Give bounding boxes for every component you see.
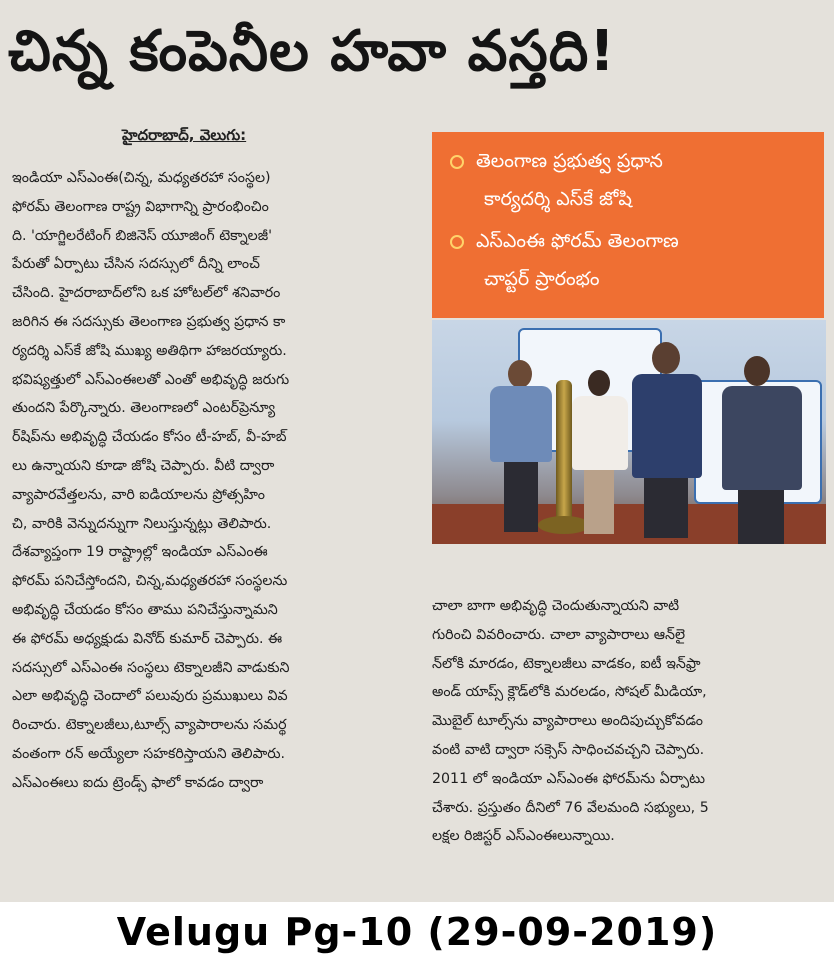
highlight-item-1: [450, 144, 663, 178]
highlight-item-2: [450, 224, 679, 258]
text-line: అండ్ యాప్స్ క్లౌడ్‌లోకి మరలడం, సోషల్ మీడియా,: [432, 684, 707, 701]
bullet-icon: [450, 235, 464, 249]
text-line: వ్యాపారవేత్తలను, వారి ఐడియాలను ప్రోత్సహిం: [12, 486, 265, 503]
event-photo: [432, 320, 826, 544]
text-line: గురించి వివరించారు. చాలా వ్యాపారాలు ఆన్‌లై: [432, 626, 686, 643]
text-line: ఈ ఫోరమ్ అధ్యక్షుడు వినోద్ కుమార్ చెప్పారు. ఈ: [12, 630, 283, 647]
highlight-item-2-line-1: ఎస్ఎంఈ ఫోరమ్ తెలంగాణ: [476, 230, 679, 252]
page-caption: Velugu Pg-10 (29-09-2019): [116, 910, 718, 954]
text-line: లు ఉన్నాయని కూడా జోషి చెప్పారు. వీటి ద్వారా: [12, 457, 275, 474]
text-line: మొబైల్ టూల్స్‌ను వ్యాపారాలు అందిపుచ్చుకోవడం: [432, 713, 703, 730]
highlight-item-2-cont: చాప్టర్ ప్రారంభం: [484, 268, 600, 290]
text-line: ఫోరమ్ తెలంగాణ రాష్ట్ర విభాగాన్ని ప్రారంభించిం: [12, 198, 269, 215]
text-line: రించారు. టెక్నాలజీలు,టూల్స్ వ్యాపారాలను సమర్థ: [12, 717, 287, 734]
text-line: వంటి వాటి ద్వారా సక్సెస్ సాధించవచ్చని చెప్పారు.: [432, 741, 705, 758]
text-line: ర్‌షిప్‌ను అభివృద్ధి చేయడం కోసం టీ-హబ్, వీ-హబ్: [12, 429, 287, 446]
text-line: ర్యదర్శి ఎస్‌కే జోషి ముఖ్య అతిథిగా హాజరయ్యారు.: [12, 342, 287, 359]
text-line: వంతంగా రన్ అయ్యేలా సహకరిస్తాయని తెలిపారు.: [12, 745, 286, 762]
lamp-base: [538, 516, 590, 534]
highlight-item-1-cont: కార్యదర్శి ఎస్‌కే జోషి: [484, 188, 632, 210]
article-column-left: [12, 164, 408, 798]
text-line: చి, వారికి వెన్నుదన్నుగా నిలుస్తున్నట్లు తెలిపారు.: [12, 515, 272, 532]
text-line: లక్షల రిజిస్టర్ ఎస్ఎంఈలున్నాయి.: [432, 828, 615, 845]
dateline: హైదరాబాద్, వెలుగు:: [122, 126, 247, 144]
article-column-right: [432, 592, 828, 851]
text-line: ఎస్ఎంఈలు ఐదు ట్రెండ్స్ ఫాలో కావడం ద్వారా: [12, 774, 264, 791]
text-line: తుందని పేర్కొన్నారు. తెలంగాణలో ఎంటర్‌ప్రెన్యూ: [12, 400, 276, 417]
text-line: దేశవ్యాప్తంగా 19 రాష్ట్రాల్లో ఇండియా ఎస్ఎంఈ: [12, 544, 268, 561]
text-line: అభివృద్ధి చేయడం కోసం తాము పనిచేస్తున్నామని: [12, 601, 278, 618]
headline: చిన్న కంపెనీల హవా వస్తది!: [8, 19, 616, 84]
text-line: ది. 'యాగ్జిలరేటింగ్ బిజినెస్ యూజింగ్ టెక్నాలజీ': [12, 227, 272, 244]
bullet-icon: [450, 155, 464, 169]
text-line: చేసింది. హైదరాబాద్‌లోని ఒక హోటల్‌లో శనివారం: [12, 285, 281, 302]
text-line: జరిగిన ఈ సదస్సుకు తెలంగాణ ప్రభుత్వ ప్రధాన కా: [12, 313, 286, 330]
text-line: సదస్సులో ఎస్ఎంఈ సంస్థలు టెక్నాలజీని వాడుకుని: [12, 659, 290, 676]
text-line: ఎలా అభివృద్ధి చెందాలో పలువురు ప్రముఖులు వివ: [12, 688, 288, 705]
text-line: ఫోరమ్ పనిచేస్తోందని, చిన్న,మధ్యతరహా సంస్థలను: [12, 573, 288, 590]
text-line: చాలా బాగా అభివృద్ధి చెందుతున్నాయని వాటి: [432, 598, 680, 614]
highlight-box: [432, 132, 824, 318]
text-line: భవిష్యత్తులో ఎస్ఎంఈలతో ఎంతో అభివృద్ధి జరుగు: [12, 371, 290, 388]
text-line: న్‌లోకి మారడం, టెక్నాలజీలు వాడకం, ఐటీ ఇన్‌ఫ్రా: [432, 655, 701, 672]
highlight-item-1-line-1: తెలంగాణ ప్రభుత్వ ప్రధాన: [476, 150, 663, 172]
text-line: ఇండియా ఎస్ఎంఈ(చిన్న, మధ్యతరహా సంస్థల): [12, 170, 271, 186]
text-line: చేశారు. ప్రస్తుతం దీనిలో 76 వేలమంది సభ్యులు, 5: [432, 799, 709, 816]
text-line: 2011 లో ఇండియా ఎస్ఎంఈ ఫోరమ్‌ను ఏర్పాటు: [432, 770, 705, 787]
text-line: పేరుతో ఏర్పాటు చేసిన సదస్సులో దీన్ని లాంచ్: [12, 256, 260, 273]
lamp: [556, 380, 572, 530]
